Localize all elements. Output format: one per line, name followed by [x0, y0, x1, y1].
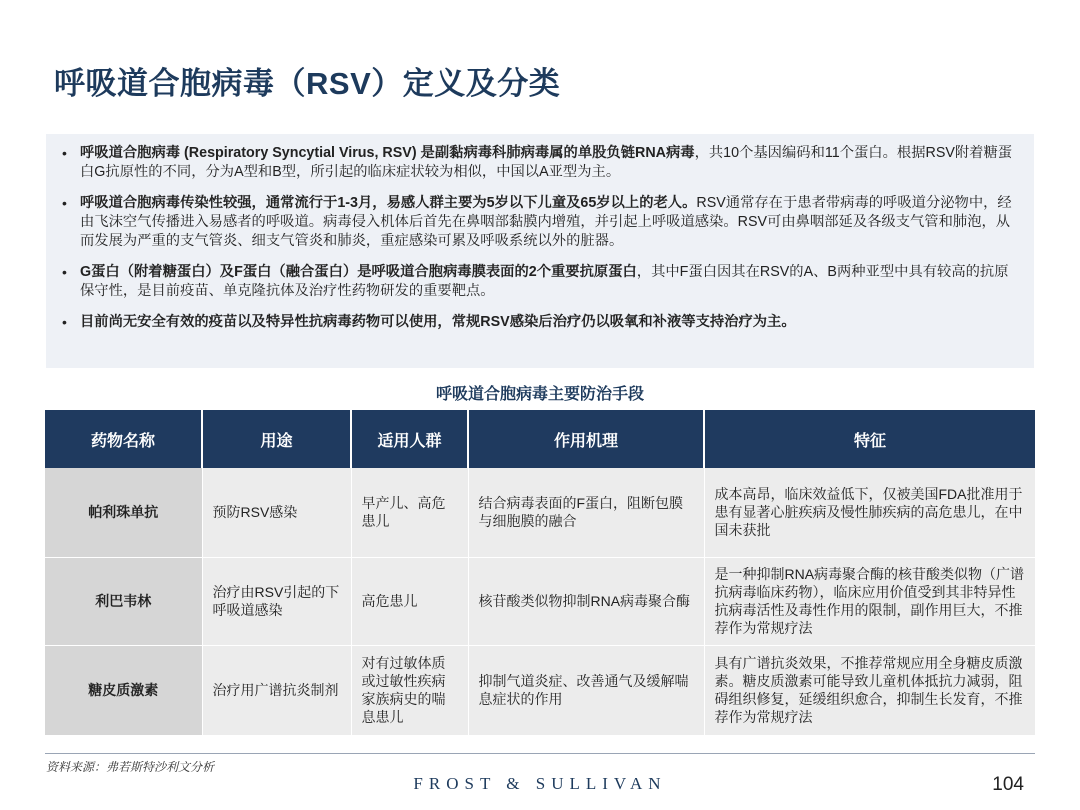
drug-mechanism: 抑制气道炎症、改善通气及缓解喘息症状的作用: [468, 645, 704, 735]
bullet-bold-text: 呼吸道合胞病毒传染性较强，通常流行于1-3月，易感人群主要为5岁以下儿童及65岁以上的老人。: [80, 195, 697, 211]
bullet-text: ，其中F蛋白因其在RSV的A、B两种亚型中具有较高的抗原保守性，是目前疫苗、单克隆抗体及治疗性药物研发的重要靶点。: [80, 264, 1009, 299]
table-row: [45, 468, 1035, 557]
bullet-dot-icon: •: [62, 195, 67, 211]
header-use: 用途: [202, 410, 351, 468]
drug-name: 帕利珠单抗: [45, 468, 202, 557]
bullet-dot-icon: •: [62, 264, 67, 280]
bullet-dot-icon: •: [62, 314, 67, 330]
drug-name: 利巴韦林: [45, 557, 202, 645]
bullet-bold-text: G蛋白（附着糖蛋白）及F蛋白（融合蛋白）是呼吸道合胞病毒膜表面的2个重要抗原蛋白: [80, 264, 637, 280]
drug-use: 治疗由RSV引起的下呼吸道感染: [202, 557, 351, 645]
bullet-dot-icon: •: [62, 145, 67, 161]
page-number: 104: [992, 774, 1024, 795]
header-mechanism: 作用机理: [468, 410, 704, 468]
bullet-text: RSV通常存在于患者带病毒的呼吸道分泌物中，经由飞沫空气传播进入易感者的呼吸道。病毒侵入机体后首先在鼻咽部黏膜内增殖，并引起上呼吸道感染。RSV可由鼻咽部延及各级支气管和肺泡，从而发展为严重的支气管炎、细支气管炎和肺炎，重症感染可累及呼吸系统以外的脏器。: [80, 195, 1012, 249]
bullet-item: [58, 263, 1020, 301]
drug-mechanism: 核苷酸类似物抑制RNA病毒聚合酶: [468, 557, 704, 645]
footer-divider: [45, 753, 1035, 754]
table-row: [45, 645, 1035, 735]
table-header-row: [45, 410, 1035, 468]
drug-feature: 成本高昂，临床效益低下，仅被美国FDA批准用于患有显著心脏疾病及慢性肺疾病的高危患儿，在中国未获批: [704, 468, 1035, 557]
drug-name: 糖皮质激素: [45, 645, 202, 735]
summary-bullets: [46, 134, 1034, 368]
drug-use: 治疗用广谱抗炎制剂: [202, 645, 351, 735]
drug-feature: 是一种抑制RNA病毒聚合酶的核苷酸类似物（广谱抗病毒临床药物），临床应用价值受到其非特异性抗病毒活性及毒性作用的限制，副作用巨大，不推荐作为常规疗法: [704, 557, 1035, 645]
treatment-table: [45, 410, 1036, 736]
bullet-item: [58, 313, 1020, 332]
bullet-item: [58, 194, 1020, 251]
bullet-text: ，共10个基因编码和11个蛋白。根据RSV附着糖蛋白G抗原性的不同，分为A型和B型，所引起的临床症状较为相似，中国以A亚型为主。: [80, 145, 1013, 180]
drug-use: 预防RSV感染: [202, 468, 351, 557]
header-drug-name: 药物名称: [45, 410, 202, 468]
bullet-bold-text: 呼吸道合胞病毒 (Respiratory Syncytial Virus, RSV) 是副黏病毒科肺病毒属的单股负链RNA病毒: [80, 145, 695, 161]
drug-population: 高危患儿: [351, 557, 468, 645]
page-title: 呼吸道合胞病毒（RSV）定义及分类: [54, 66, 561, 101]
bullet-bold-text: 目前尚无安全有效的疫苗以及特异性抗病毒药物可以使用，常规RSV感染后治疗仍以吸氧和补液等支持治疗为主。: [80, 314, 796, 330]
source-note: 资料来源：弗若斯特沙利文分析: [46, 760, 215, 774]
header-feature: 特征: [704, 410, 1035, 468]
drug-population: 早产儿、高危患儿: [351, 468, 468, 557]
table-row: [45, 557, 1035, 645]
frost-sullivan-logo: FROST & SULLIVAN: [413, 774, 667, 793]
drug-mechanism: 结合病毒表面的F蛋白，阻断包膜与细胞膜的融合: [468, 468, 704, 557]
bullet-item: [58, 144, 1020, 182]
drug-population: 对有过敏体质或过敏性疾病家族病史的喘息患儿: [351, 645, 468, 735]
header-population: 适用人群: [351, 410, 468, 468]
table-title: 呼吸道合胞病毒主要防治手段: [435, 386, 644, 403]
drug-feature: 具有广谱抗炎效果，不推荐常规应用全身糖皮质激素。糖皮质激素可能导致儿童机体抵抗力减弱，阻碍组织修复，延缓组织愈合，抑制生长发育，不推荐作为常规疗法: [704, 645, 1035, 735]
